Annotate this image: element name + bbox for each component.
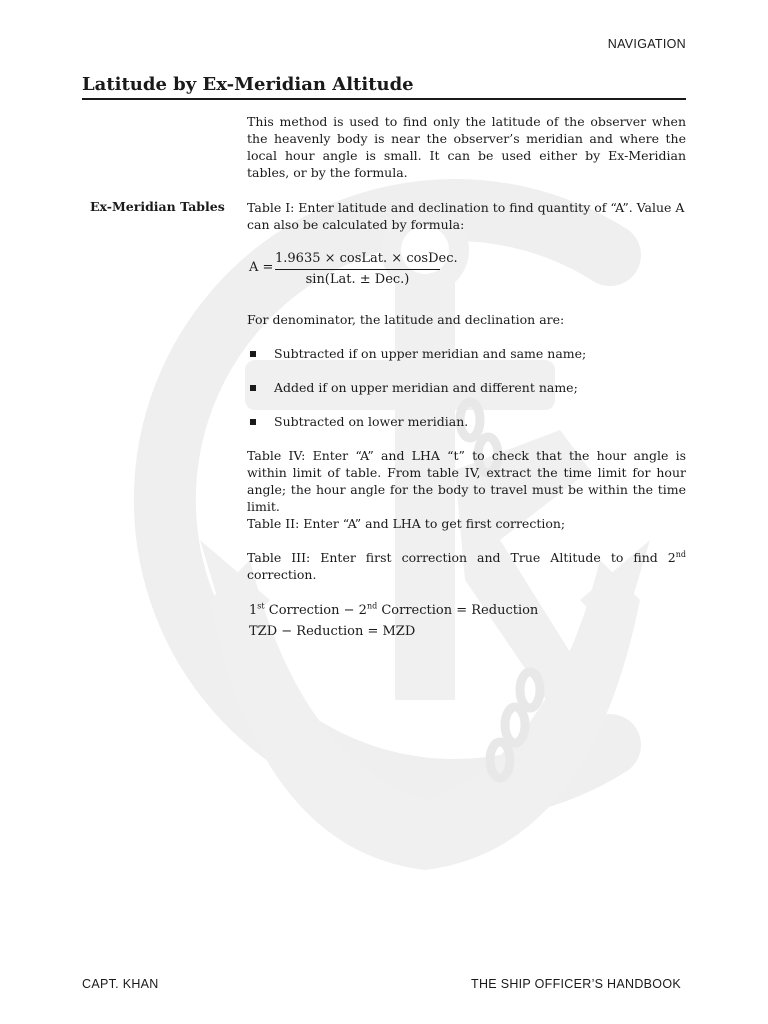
table4-paragraph: Table IV: Enter “A” and LHA “t” to check that the hour angle is within limit of table. From table IV, extract the time limit for hour angle; the hour angle for the body to travel must be within the time limit. [247, 448, 686, 514]
table3-text: Table III: Enter first correction and True Altitude to find 2 [247, 550, 676, 565]
list-item [247, 345, 686, 362]
bullet-icon [250, 385, 256, 391]
section-title: Latitude by Ex-Meridian Altitude [82, 74, 686, 100]
denominator-intro: For denominator, the latitude and declination are: [247, 312, 565, 327]
reduction-formula [249, 603, 538, 618]
table3-superscript: nd [675, 549, 686, 559]
list-item-text: Subtracted on lower meridian. [274, 414, 469, 429]
formula-a-fraction [275, 251, 458, 287]
intro-paragraph: This method is used to find only the latitude of the observer when the heavenly body is near the observer’s meridian and where the local hour angle is small. It can be used either by Ex-Meridian tables, or by the formula. [247, 114, 686, 180]
formula-a-denominator: sin(Lat. ± Dec.) [305, 272, 410, 287]
table3-text-end: correction. [247, 567, 317, 582]
list-item [247, 413, 686, 430]
list-item-text: Added if on upper meridian and different name; [274, 380, 578, 395]
running-head: NAVIGATION [607, 37, 686, 51]
reduction-n2-sup: nd [366, 601, 378, 611]
footer-book-title: THE SHIP OFFICER’S HANDBOOK [471, 977, 681, 991]
reduction-n1: 1 [249, 603, 258, 618]
mzd-formula: TZD − Reduction = MZD [249, 624, 416, 639]
reduction-end: Correction = Reduction [377, 603, 539, 618]
bullet-icon [250, 351, 256, 357]
bullet-icon [250, 419, 256, 425]
list-item [247, 379, 686, 396]
side-heading: Ex-Meridian Tables [90, 199, 225, 214]
fraction-bar [275, 269, 440, 270]
formula-a-numerator: 1.9635 × cosLat. × cosDec. [275, 251, 458, 266]
table1-paragraph: Table I: Enter latitude and declination to find quantity of “A”. Value A can also be calculated by formula: [247, 200, 685, 232]
list-item-text: Subtracted if on upper meridian and same name; [274, 346, 587, 361]
table2-paragraph: Table II: Enter “A” and LHA to get first correction; [247, 516, 566, 531]
reduction-mid: Correction − 2 [264, 603, 367, 618]
formula-a-lhs: A = [249, 260, 274, 275]
reduction-n1-sup: st [257, 601, 265, 611]
footer-author: CAPT. KHAN [82, 977, 159, 991]
table3-paragraph [247, 549, 686, 583]
